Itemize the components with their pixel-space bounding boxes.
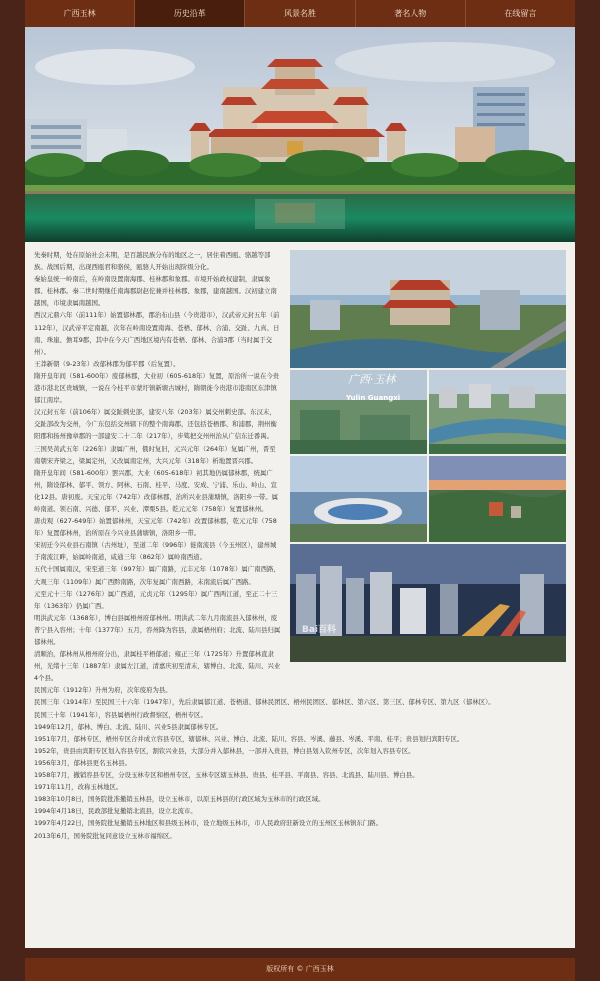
history-paragraph: 唐贞观（627-649年）始置郁林州，天宝元年（742年）改置郁林郡，乾元元年（758年）复置郁林州，治所原在今兴业县蒲塘镇，洛阳乡一带。 (34, 517, 277, 538)
history-paragraph: 明洪武元年（1368年），博白县属梧州府郁林州。明洪武二年九月南流县入郁林州，废普宁县入容州；十年（1377年）五月，容州降为容县，隶属梧州府；北流、陆川县归属郁林州。 (34, 613, 281, 646)
main-content-panel (25, 27, 575, 948)
gallery-watermark: Bai百科 (302, 625, 337, 635)
history-paragraph: 1983年10月8日，国务院批准撤销玉林县，设立玉林市，以原玉林县的行政区域为玉林市的行政区域。 (34, 795, 325, 804)
history-paragraph: 2013年6月，国务院批复同意设立玉林市福绵区。 (34, 831, 176, 840)
hero-banner-image (25, 27, 575, 242)
top-nav (25, 0, 575, 27)
nav-item-message-board[interactable]: 在线留言 (504, 9, 537, 18)
nav-item-scenery[interactable]: 风景名胜 (245, 0, 355, 27)
nav-item-history[interactable]: 历史沿革 (135, 0, 245, 27)
history-paragraph: 1952年，贵县由宾阳专区划入容县专区，割钦兴业县，大部分并入郁林县，一部并入贵县，博白县划入钦州专区，次年划入容县专区。 (34, 746, 415, 755)
history-paragraph: 1956年3月，郁林县更名玉林县。 (34, 758, 132, 767)
history-paragraph: 隋开皇年间（581-600年）罢兴郡，大业（605-618年）初其地仍属郁林郡，统属广州，隋设郁林、郁平、领方、阿林、石南、桂平、马度、安成、宁浦、乐山、岭山、宣化12县。唐初废。天宝元年（742年）改郁林郡，治所兴业县蒲塘镇，洛阳乡一带。属岭南道。领石南、兴德、郁平、兴业、潭栗5县。乾元元年（758年）复置郁林州。 (34, 468, 278, 513)
history-article (34, 249, 566, 842)
history-paragraph: 1951年7月，郁林专区，梧州专区合并成立容县专区，辖郁林、兴业、博白、北流、陆川、容县、岑溪、藤县、岑溪、平南、桂平；贵县划归宾阳专区。 (34, 734, 464, 743)
history-paragraph: 民国三十年（1941年），容县属梧州行政督察区，梧州专区。 (34, 710, 207, 719)
history-paragraph: 元至元十三年（1276年）属广西道，元贞元年（1295年）属广西两江道，至正二十三年（1363年）仍属广西。 (34, 589, 278, 610)
gallery-logo-pinyin: Yulin Guangxi (346, 394, 401, 402)
history-paragraph: 1949年12月，郁林、博白、北流、陆川、兴业5县隶属郁林专区。 (34, 722, 223, 731)
gallery-stadium-image (290, 456, 427, 542)
gallery-night-city-image (290, 544, 566, 662)
history-paragraph: 秦始皇统一岭南后，在岭南设置南海郡、桂林郡和象郡。市境开始政权建制，隶属象郡、桂林郡。秦二世时期继任南海郡尉赵佗兼并桂林郡、象郡，建南越国。汉初建立南越国，市境隶属南越国。 (34, 275, 277, 308)
history-paragraph: 民国三年（1914年）至民国三十六年（1947年），先后隶属郁江道、苍梧道、郁林民团区、梧州民团区、郁林区、第六区、第三区、郁林专区、第九区（郁林区）。 (34, 698, 495, 707)
history-paragraph: 民国元年（1912年）升州为府，次年废府为县。 (34, 686, 172, 695)
history-paragraph: 王莽新朝（9-23年）改郁林郡为郁平郡（后复置）。 (34, 359, 180, 368)
gallery-logo-text: 广西·玉林 (348, 373, 396, 386)
page-footer (25, 958, 575, 981)
history-paragraph: 隋开皇年间（581-600年）废郁林郡，大业初（605-618年）复置，原治所一说在今贵港市港北区贵城镇，一说在今桂平市蒙圩镇新塘古城村，隋朝徙今贵港市港南区东津镇郁江南岸。 (34, 371, 280, 405)
nav-item-guangxi-yulin[interactable]: 广西玉林 (25, 0, 135, 27)
history-paragraph: 1971年11月，改称玉林地区。 (34, 783, 123, 792)
copyright-text: 版权所有 © 广西玉林 (266, 965, 334, 973)
nav-item-famous-people[interactable]: 著名人物 (356, 0, 466, 27)
history-paragraph: 1994年4月18日，民政部批复撤销北流县，设立北流市。 (34, 807, 197, 816)
history-paragraph: 五代十国属南汉，宋至道三年（997年）属广南路，元丰元年（1078年）属广南西路，大观三年（1109年）属广西黔南路，次年复属广南西路，末南流后属广西路。 (34, 565, 280, 586)
gallery-city-logo-image (290, 370, 427, 454)
history-paragraph: 1958年7月，撤销容县专区，分设玉林专区和梧州专区，玉林专区辖玉林县、贵县、桂平县、平南县、容县、北流县、陆川县、博白县。 (34, 771, 419, 780)
history-paragraph: 三国吴黄武五年（226年）隶属广州，俄时复旧，元兴元年（264年）复属广州，晋至南朝宋齐梁之，梁属定州，又改属南定州，大兴元年（318年）析地置晋兴郡。 (34, 444, 276, 465)
history-paragraph: 宋初迁今兴业县石南镇（古州址），至道二年（996年）徙南流县（今玉州区），建州城于南流江畔，始属岭南道，咸通三年（862年）属岭南西道。 (34, 541, 277, 562)
gallery-sunset-town-image (429, 456, 566, 542)
history-paragraph: 1997年4月22日，国务院批复撤销玉林地区和县级玉林市，设立地级玉林市，市人民政府驻新设立的玉州区玉林镇东门路。 (34, 819, 382, 828)
history-paragraph: 清顺治，郁林州从梧州府分出，隶属桂平梧郁道；雍正三年（1725年）升置郁林直隶州，光绪十三年（1887年）隶属左江道，清嘉庆初至清末，辖博白、北流、陆川、兴业4个县。 (34, 650, 281, 683)
history-paragraph: 汉元封五年（前106年）属交趾刺史部，建安八年（203年）属交州刺史部。东汉末，交趾部改为交州，今广东包括交州辖下的整个南海郡，还包括苍梧郡、和浦郡，荆州衡阳郡和扬州豫章郡的一部建安二十二年（217年），步骘把交州州治从广信东迁番禺。 (34, 408, 277, 441)
gallery-city-river-image (429, 370, 566, 454)
history-paragraph: 西汉元鼎六年（前111年）始置郁林郡，郡治布山县（今贵港市），汉武帝元封五年（前112年），汉武帝平定南越，次年在岭南设置南海、苍梧、郁林、合浦、交趾、九真、日南、珠崖、儋耳9郡，其中在今天广西地区境内有苍梧、郁林、合浦3郡（当时属于交州）。 (34, 311, 280, 356)
photo-gallery (290, 250, 566, 662)
gallery-temple-aerial-image (290, 250, 566, 368)
history-paragraph: 先秦时期，处在原始社会末期，是百越民族分布的地区之一，居住着西瓯、骆越等部族。战国后期，出现西瓯君和骆侯，瓯骆人开始出现阶级分化。 (34, 251, 271, 272)
